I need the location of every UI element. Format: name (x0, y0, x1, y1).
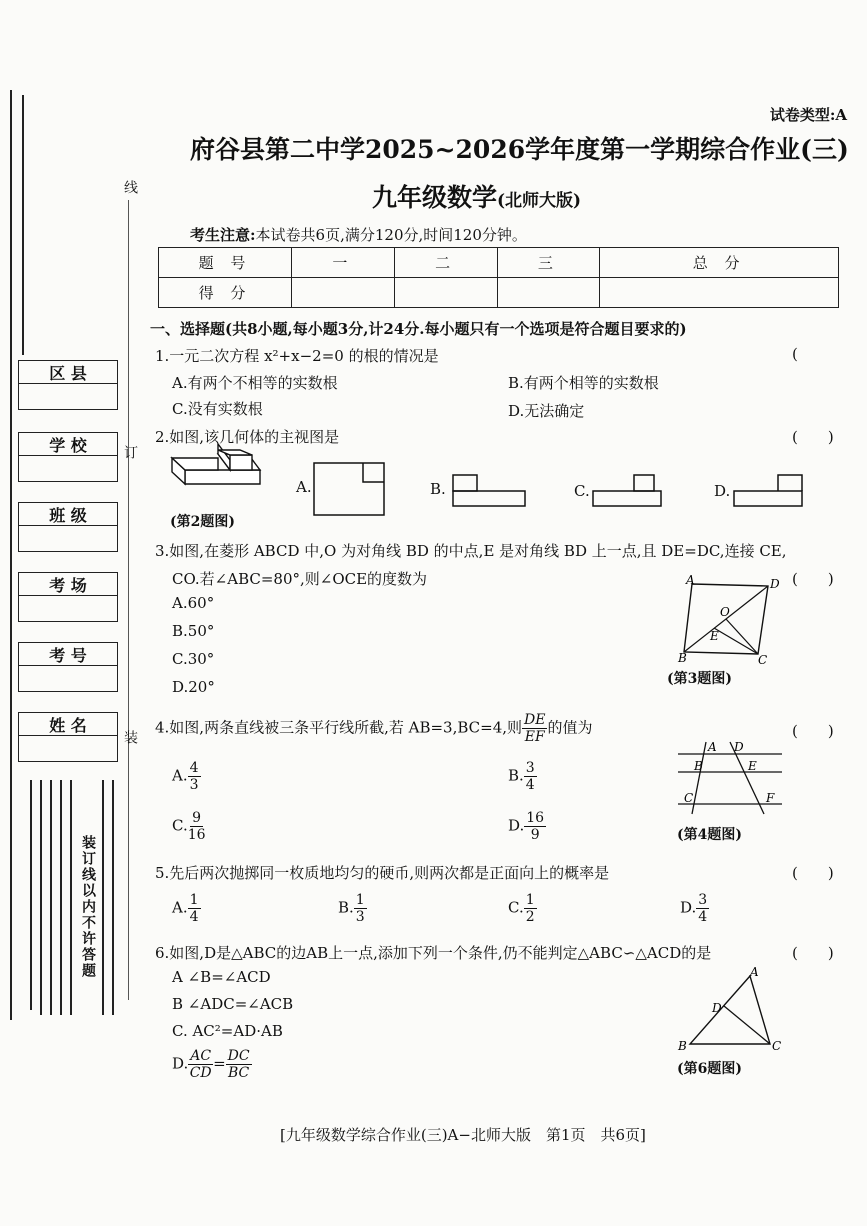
q4-option-d[interactable] (508, 810, 546, 843)
fraction-denominator: 4 (698, 909, 708, 925)
fraction-denominator: 4 (525, 777, 535, 793)
option-label: D. (508, 816, 525, 835)
q3-label-d: D (770, 577, 780, 591)
fraction (524, 892, 537, 925)
q3-option-c[interactable]: C.30° (172, 650, 215, 668)
binding-line (70, 780, 72, 1015)
q2-option-c[interactable]: C. (574, 482, 590, 500)
fraction-denominator: CD (189, 1065, 212, 1081)
q3-option-d[interactable]: D.20° (172, 678, 215, 696)
table-row (159, 278, 839, 308)
binding-line (10, 90, 12, 1020)
binding-bind-word: 订 (122, 445, 138, 461)
q6-label-b: B (678, 1039, 687, 1053)
notice-text: 本试卷共6页,满分120分,时间120分钟。 (255, 226, 527, 244)
fraction-denominator: 3 (189, 777, 199, 793)
option-label: D. (680, 898, 697, 917)
binding-line (50, 780, 52, 1015)
option-label: D. (172, 1054, 189, 1073)
q4-stem-pre: 4.如图,两条直线被三条平行线所截,若 AB=3,BC=4,则 (155, 718, 523, 737)
field-label: 姓 名 (19, 713, 117, 736)
option-label: B. (508, 766, 524, 785)
q6-triangle-figure (676, 966, 786, 1056)
q1-stem: 1.一元二次方程 x²+x−2=0 的根的情况是 (155, 347, 439, 365)
fraction (226, 1048, 252, 1081)
fraction-denominator: 4 (189, 909, 199, 925)
field-label: 区 县 (19, 361, 117, 384)
q2-option-b[interactable]: B. (430, 480, 446, 498)
binding-line (112, 780, 114, 1015)
q1-option-d[interactable]: D.无法确定 (508, 402, 585, 420)
q4-caption: (第4题图) (677, 827, 742, 843)
fraction-numerator: 9 (192, 810, 202, 826)
answer-paren[interactable]: ( ) (792, 570, 834, 588)
q2-stem: 2.如图,该几何体的主视图是 (155, 428, 340, 446)
page-title: 府谷县第二中学2025~2026学年度第一学期综合作业(三) (190, 135, 849, 164)
fraction-denominator: 3 (355, 909, 365, 925)
table-cell: 题 号 (159, 248, 292, 278)
q5-stem: 5.先后两次抛掷同一枚质地均匀的硬币,则两次都是正面向上的概率是 (155, 864, 610, 882)
fraction-numerator: 1 (355, 892, 365, 908)
answer-paren[interactable]: ( ) (792, 944, 834, 962)
q2-option-d[interactable]: D. (714, 482, 731, 500)
answer-paren[interactable]: ( ) (792, 722, 834, 740)
q5-option-b[interactable] (338, 892, 367, 925)
field-label: 学 校 (19, 433, 117, 456)
q6-option-d[interactable]: D. $\frac{AC}{CD}$ = $\frac{DC}{BC}$ (172, 1048, 250, 1081)
q6-label-d: D (712, 1001, 722, 1015)
q4-label-a: A (708, 740, 717, 754)
q5-option-d[interactable] (680, 892, 709, 925)
page-footer: [九年级数学综合作业(三)A−北师大版 第1页 共6页] (280, 1126, 646, 1144)
q1-option-c[interactable]: C.没有实数根 (172, 400, 263, 418)
q2-option-a[interactable]: A. (296, 478, 312, 496)
field-label: 考 号 (19, 643, 117, 666)
field-school[interactable] (18, 432, 118, 482)
fraction-denominator: 9 (530, 827, 540, 843)
binding-seal-word: 装 (122, 730, 138, 746)
fraction-numerator: DE (524, 712, 546, 728)
q3-option-b[interactable]: B.50° (172, 622, 215, 640)
score-table (158, 247, 839, 308)
q3-label-o: O (720, 605, 730, 619)
table-cell: 三 (497, 248, 600, 278)
table-cell: 得 分 (159, 278, 292, 308)
q6-option-b[interactable]: B ∠ADC=∠ACB (172, 995, 294, 1013)
fraction-numerator: 16 (526, 810, 545, 826)
fraction (696, 892, 709, 925)
fraction (524, 760, 537, 793)
field-class[interactable] (18, 502, 118, 552)
answer-paren[interactable]: ( ) (792, 428, 834, 446)
notice (190, 224, 527, 245)
q4-label-d: D (734, 740, 744, 754)
q2-option-b-figure (452, 474, 526, 508)
q2-option-a-figure (313, 462, 385, 516)
fraction (188, 810, 206, 843)
q4-stem-post: 的值为 (547, 718, 593, 737)
option-label: C. (172, 816, 188, 835)
table-row (159, 248, 839, 278)
q6-option-a[interactable]: A ∠B=∠ACD (172, 968, 271, 986)
q4-option-b[interactable] (508, 760, 537, 793)
fraction-denominator: 2 (525, 909, 535, 925)
q5-option-c[interactable] (508, 892, 537, 925)
fraction-numerator: 1 (525, 892, 535, 908)
notice-label: 考生注意: (190, 226, 256, 244)
q1-option-a[interactable]: A.有两个不相等的实数根 (172, 374, 338, 392)
field-district[interactable] (18, 360, 118, 410)
score-input-cell[interactable] (292, 278, 395, 308)
binding-line (102, 780, 104, 1015)
fraction (188, 760, 201, 793)
binding-line (22, 95, 24, 355)
option-label: A. (172, 766, 188, 785)
subject-name: 九年级数学 (372, 183, 498, 212)
option-label: C. (508, 898, 524, 917)
fraction-numerator: 1 (189, 892, 199, 908)
q2-solid-figure (170, 450, 265, 505)
q3-label-c: C (758, 653, 768, 667)
q4-label-c: C (684, 791, 694, 805)
score-input-cell[interactable] (600, 278, 839, 308)
option-label: A. (172, 898, 188, 917)
q3-rhombus-figure (678, 572, 780, 667)
q3-label-a: A (686, 573, 695, 587)
binding-line (60, 780, 62, 1015)
binding-line (40, 780, 42, 1015)
q2-option-c-figure (592, 474, 662, 508)
answer-paren[interactable]: ( (792, 345, 798, 363)
score-input-cell[interactable] (497, 278, 600, 308)
field-exam-room[interactable] (18, 572, 118, 622)
table-cell: 总 分 (600, 248, 839, 278)
q3-stem-line1: 3.如图,在菱形 ABCD 中,O 为对角线 BD 的中点,E 是对角线 BD 上一点,且 DE=DC,连接 CE, (155, 542, 787, 560)
q4-parallel-lines-figure (678, 738, 783, 816)
subject-title (372, 178, 581, 214)
q6-label-a: A (750, 965, 759, 979)
q3-label-b: B (678, 651, 687, 665)
q2-caption: (第2题图) (170, 514, 235, 530)
q6-stem: 6.如图,D是△ABC的边AB上一点,添加下列一个条件,仍不能判定△ABC∽△ACD的是 (155, 944, 712, 962)
fraction (524, 810, 546, 843)
q4-option-a[interactable] (172, 760, 201, 793)
q4-option-c[interactable] (172, 810, 206, 843)
q4-stem (155, 712, 592, 745)
field-label: 班 级 (19, 503, 117, 526)
field-label: 考 场 (19, 573, 117, 596)
binding-line (30, 780, 32, 1010)
q6-option-c[interactable]: C. AC²=AD·AB (172, 1022, 283, 1040)
q2-option-d-figure (733, 474, 803, 508)
q5-option-a[interactable] (172, 892, 201, 925)
answer-paren[interactable]: ( ) (792, 864, 834, 882)
fraction-numerator: 3 (525, 760, 535, 776)
q4-label-f: F (766, 791, 775, 805)
q6-caption: (第6题图) (677, 1061, 742, 1077)
table-cell: 二 (394, 248, 497, 278)
q3-label-e: E (710, 629, 719, 643)
edition: (北师大版) (497, 191, 582, 211)
paper-type: 试卷类型:A (769, 106, 847, 124)
cut-line (128, 200, 129, 1000)
q3-option-a[interactable]: A.60° (172, 594, 215, 612)
fraction-numerator: AC (190, 1048, 212, 1064)
q4-stem-fraction (522, 712, 547, 745)
fraction-numerator: 3 (698, 892, 708, 908)
fraction (354, 892, 367, 925)
table-cell: 一 (292, 248, 395, 278)
fraction-numerator: DC (227, 1048, 250, 1064)
field-name[interactable] (18, 712, 118, 762)
binding-warning: 装订线以内不许答题 (80, 835, 96, 979)
section-heading: 一、选择题(共8小题,每小题3分,计24分.每小题只有一个选项是符合题目要求的) (150, 320, 687, 338)
binding-line-word: 线 (122, 180, 138, 196)
fraction-denominator: BC (228, 1065, 250, 1081)
q4-label-e: E (748, 759, 757, 773)
q6-label-c: C (772, 1039, 782, 1053)
q3-caption: (第3题图) (667, 671, 732, 687)
q1-option-b[interactable]: B.有两个相等的实数根 (508, 374, 659, 392)
option-label: B. (338, 898, 354, 917)
fraction (188, 1048, 213, 1081)
fraction-numerator: 4 (189, 760, 199, 776)
field-exam-number[interactable] (18, 642, 118, 692)
fraction (188, 892, 201, 925)
score-input-cell[interactable] (394, 278, 497, 308)
fraction-denominator: 16 (187, 827, 206, 843)
fraction-denominator: EF (524, 729, 545, 745)
q3-stem-line2: CO.若∠ABC=80°,则∠OCE的度数为 (172, 570, 428, 588)
q4-label-b: B (694, 759, 703, 773)
